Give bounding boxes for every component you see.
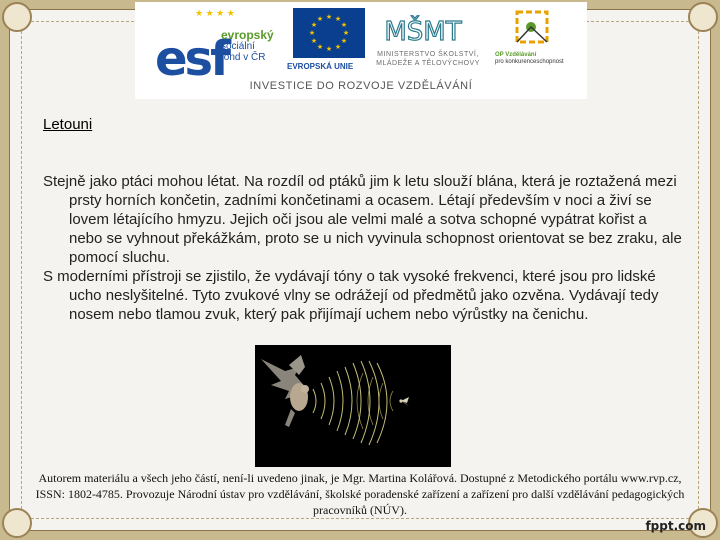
page-title: Letouni — [43, 116, 93, 133]
corner-ornament — [688, 2, 718, 32]
corner-ornament — [2, 2, 32, 32]
op-logo-icon — [509, 10, 557, 50]
svg-text:★: ★ — [310, 37, 318, 45]
eu-flag-icon — [293, 8, 365, 58]
msmt-caption-line: MINISTERSTVO ŠKOLSTVÍ, — [377, 51, 479, 58]
msmt-caption-line: MLÁDEŽE A TĚLOVÝCHOVY — [376, 60, 480, 67]
op-caption-sub: pro konkurenceschopnost — [495, 59, 564, 65]
logo-banner — [135, 2, 587, 99]
svg-text:★: ★ — [316, 43, 324, 51]
esf-logo-text: esf — [155, 31, 229, 87]
svg-text:★: ★ — [342, 29, 350, 37]
paragraph: Stejně jako ptáci mohou létat. Na rozdíl od ptáků jim k letu slouží blána, která je roztažená mezi prsty horních končetin, zadními končetinami a ocasem. Létají především v noci a živí se lovem létajícího hmyzu. Jejich oči jsou ale velmi malé a sotva schopné vypátrat kořist a nebo se vyhnout překážkám, proto se u nich vyvinula schopnost orientovat se bez zraku, ale pomocí sluchu. — [43, 173, 682, 266]
esf-caption-line: fond v ČR — [221, 52, 266, 63]
svg-text:MŠMT: MŠMT — [384, 17, 462, 47]
svg-text:★: ★ — [316, 15, 324, 23]
paragraph: S moderními přístroji se zjistilo, že vydávají tóny o tak vysoké frekvenci, které jsou pro lidské ucho neslyšitelné. Tyto zvukové vlny se odrážejí od předmětů jako ozvěna. Vydávají tedy nosem nebo tlamou zvuk, který pak přijímají uchem nebo výrůstky na čenichu. — [43, 268, 659, 323]
bat-echolocation-image — [255, 345, 451, 467]
esf-caption-line: evropský — [221, 28, 274, 42]
eu-caption: EVROPSKÁ UNIE — [287, 62, 354, 71]
svg-text:★: ★ — [310, 21, 318, 29]
op-caption-title: OP Vzdělávání — [495, 52, 537, 58]
esf-stars-icon: ★ ★ ★ ★ — [195, 8, 235, 18]
esf-caption — [221, 30, 274, 63]
svg-text:★: ★ — [340, 37, 348, 45]
banner-slogan: INVESTICE DO ROZVOJE VZDĚLÁVÁNÍ — [249, 80, 473, 92]
svg-text:★: ★ — [340, 21, 348, 29]
body-text — [43, 172, 683, 324]
msmt-caption — [363, 50, 493, 68]
fppt-watermark: fppt.com — [645, 519, 706, 533]
copyright-credit: Autorem materiálu a všech jeho částí, není-li uvedeno jinak, je Mgr. Martina Kolářová. Dostupné z Metodického portálu www.rvp.cz, ISSN: 1802-4785. Provozuje Národní ústav pro vzdělávání, školské poradenské zařízení a zařízení pro další vzdělávání pedagogických pracovníků (NÚV). — [35, 471, 685, 517]
op-caption — [495, 52, 585, 66]
svg-text:★: ★ — [308, 29, 316, 37]
svg-text:★: ★ — [325, 13, 333, 21]
svg-text:★: ★ — [325, 45, 333, 53]
esf-caption-line: sociální — [221, 41, 255, 52]
corner-ornament — [2, 508, 32, 538]
svg-text:★: ★ — [334, 15, 342, 23]
svg-text:★: ★ — [334, 43, 342, 51]
